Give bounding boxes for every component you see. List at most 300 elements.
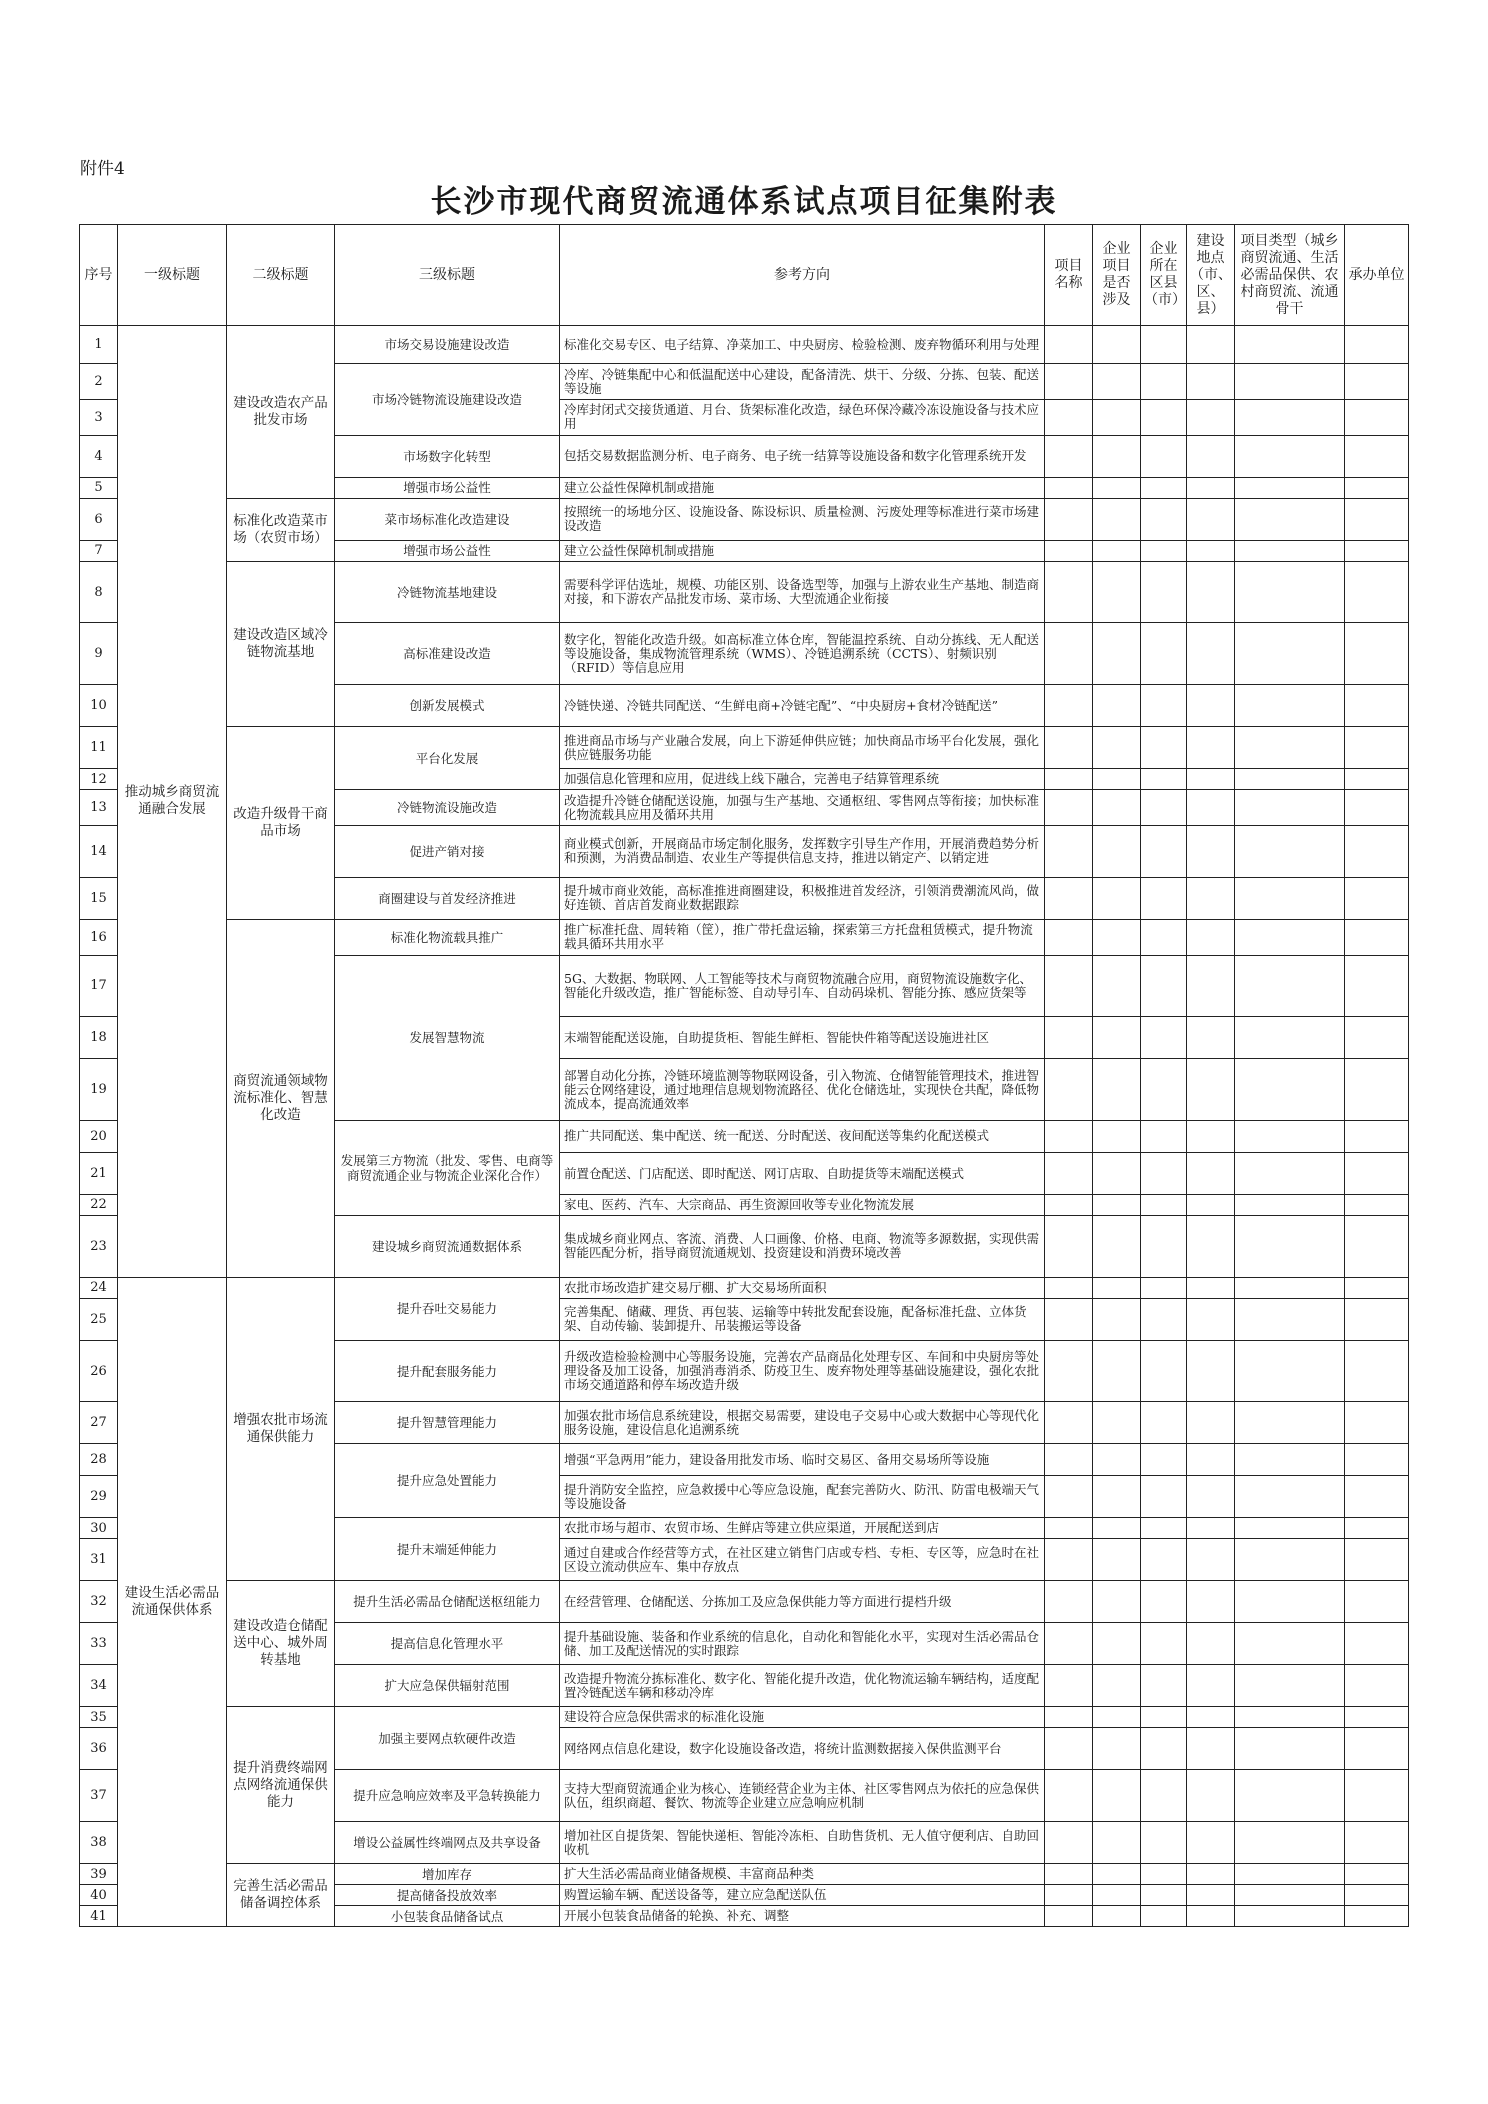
project-name-cell bbox=[1045, 1885, 1093, 1906]
row-seq: 30 bbox=[80, 1518, 118, 1539]
type-cell bbox=[1235, 1215, 1345, 1277]
district-cell bbox=[1141, 685, 1187, 727]
enterprise-cell bbox=[1093, 790, 1141, 826]
reference-direction: 建立公益性保障机制或措施 bbox=[560, 477, 1045, 498]
enterprise-cell bbox=[1093, 727, 1141, 769]
project-name-cell bbox=[1045, 877, 1093, 919]
row-seq: 29 bbox=[80, 1476, 118, 1518]
row-seq: 14 bbox=[80, 825, 118, 877]
row-seq: 38 bbox=[80, 1822, 118, 1864]
enterprise-cell bbox=[1093, 400, 1141, 436]
type-cell bbox=[1235, 435, 1345, 477]
enterprise-cell bbox=[1093, 1340, 1141, 1402]
enterprise-cell bbox=[1093, 1402, 1141, 1444]
district-cell bbox=[1141, 623, 1187, 685]
location-cell bbox=[1187, 1059, 1235, 1121]
row-seq: 11 bbox=[80, 727, 118, 769]
undertaker-cell bbox=[1345, 877, 1409, 919]
location-cell bbox=[1187, 1153, 1235, 1195]
reference-direction: 建立公益性保障机制或措施 bbox=[560, 540, 1045, 561]
level3-title: 市场数字化转型 bbox=[335, 435, 560, 477]
row-seq: 15 bbox=[80, 877, 118, 919]
district-cell bbox=[1141, 919, 1187, 955]
district-cell bbox=[1141, 825, 1187, 877]
enterprise-cell bbox=[1093, 1581, 1141, 1623]
project-name-cell bbox=[1045, 1822, 1093, 1864]
table-row bbox=[80, 919, 1409, 955]
type-cell bbox=[1235, 1906, 1345, 1927]
row-seq: 32 bbox=[80, 1581, 118, 1623]
enterprise-cell bbox=[1093, 1059, 1141, 1121]
project-name-cell bbox=[1045, 955, 1093, 1017]
type-cell bbox=[1235, 1665, 1345, 1707]
district-cell bbox=[1141, 326, 1187, 364]
reference-direction: 数字化，智能化改造升级。如高标准立体仓库，智能温控系统、自动分拣线、无人配送等设施设备，集成物流管理系统（WMS）、冷链追溯系统（CCTS）、射频识别（RFID）等信息应用 bbox=[560, 623, 1045, 685]
row-seq: 24 bbox=[80, 1277, 118, 1298]
row-seq: 9 bbox=[80, 623, 118, 685]
project-name-cell bbox=[1045, 1864, 1093, 1885]
project-name-cell bbox=[1045, 1215, 1093, 1277]
district-cell bbox=[1141, 1707, 1187, 1728]
district-cell bbox=[1141, 1906, 1187, 1927]
reference-direction: 农批市场改造扩建交易厅棚、扩大交易场所面积 bbox=[560, 1277, 1045, 1298]
reference-direction: 建设符合应急保供需求的标准化设施 bbox=[560, 1707, 1045, 1728]
location-cell bbox=[1187, 955, 1235, 1017]
reference-direction: 网络网点信息化建设，数字化设施设备改造，将统计监测数据接入保供监测平台 bbox=[560, 1728, 1045, 1770]
project-name-cell bbox=[1045, 685, 1093, 727]
header-seq: 序号 bbox=[80, 225, 118, 326]
project-name-cell bbox=[1045, 790, 1093, 826]
table-row bbox=[80, 498, 1409, 540]
project-name-cell bbox=[1045, 1665, 1093, 1707]
reference-direction: 按照统一的场地分区、设施设备、陈设标识、质量检测、污废处理等标准进行菜市场建设改造 bbox=[560, 498, 1045, 540]
undertaker-cell bbox=[1345, 1444, 1409, 1476]
type-cell bbox=[1235, 769, 1345, 790]
undertaker-cell bbox=[1345, 1518, 1409, 1539]
undertaker-cell bbox=[1345, 1277, 1409, 1298]
level3-title: 提升智慧管理能力 bbox=[335, 1402, 560, 1444]
level3-title: 提升配套服务能力 bbox=[335, 1340, 560, 1402]
level3-title: 市场冷链物流设施建设改造 bbox=[335, 364, 560, 436]
district-cell bbox=[1141, 1195, 1187, 1216]
row-seq: 3 bbox=[80, 400, 118, 436]
reference-direction: 前置仓配送、门店配送、即时配送、网订店取、自助提货等末端配送模式 bbox=[560, 1153, 1045, 1195]
reference-direction: 部署自动化分拣，冷链环境监测等物联网设备，引入物流、仓储智能管理技术，推进智能云仓网络建设，通过地理信息规划物流路径、优化仓储选址，实现快仓共配，降低物流成本，提高流通效率 bbox=[560, 1059, 1045, 1121]
reference-direction: 提升基础设施、装备和作业系统的信息化，自动化和智能化水平，实现对生活必需品仓储、加工及配送情况的实时跟踪 bbox=[560, 1623, 1045, 1665]
undertaker-cell bbox=[1345, 1770, 1409, 1822]
type-cell bbox=[1235, 1707, 1345, 1728]
type-cell bbox=[1235, 1277, 1345, 1298]
reference-direction: 增加社区自提货架、智能快递柜、智能冷冻柜、自助售货机、无人值守便利店、自助回收机 bbox=[560, 1822, 1045, 1864]
row-seq: 5 bbox=[80, 477, 118, 498]
undertaker-cell bbox=[1345, 790, 1409, 826]
undertaker-cell bbox=[1345, 477, 1409, 498]
reference-direction: 需要科学评估选址，规模、功能区别、设备选型等，加强与上游农业生产基地、制造商对接，和下游农产品批发市场、菜市场、大型流通企业衔接 bbox=[560, 561, 1045, 623]
district-cell bbox=[1141, 561, 1187, 623]
enterprise-cell bbox=[1093, 685, 1141, 727]
type-cell bbox=[1235, 790, 1345, 826]
project-name-cell bbox=[1045, 1059, 1093, 1121]
district-cell bbox=[1141, 1298, 1187, 1340]
type-cell bbox=[1235, 1476, 1345, 1518]
undertaker-cell bbox=[1345, 326, 1409, 364]
undertaker-cell bbox=[1345, 1402, 1409, 1444]
location-cell bbox=[1187, 623, 1235, 685]
enterprise-cell bbox=[1093, 1728, 1141, 1770]
project-name-cell bbox=[1045, 1539, 1093, 1581]
type-cell bbox=[1235, 825, 1345, 877]
undertaker-cell bbox=[1345, 1665, 1409, 1707]
undertaker-cell bbox=[1345, 1581, 1409, 1623]
reference-direction: 商业模式创新，开展商品市场定制化服务，发挥数字引导生产作用，开展消费趋势分析和预测，为消费品制造、农业生产等提供信息支持，推进以销定产、以销定进 bbox=[560, 825, 1045, 877]
table-row bbox=[80, 1864, 1409, 1885]
location-cell bbox=[1187, 877, 1235, 919]
location-cell bbox=[1187, 1864, 1235, 1885]
undertaker-cell bbox=[1345, 1120, 1409, 1152]
reference-direction: 推进商品市场与产业融合发展，向上下游延伸供应链；加快商品市场平台化发展，强化供应链服务功能 bbox=[560, 727, 1045, 769]
district-cell bbox=[1141, 790, 1187, 826]
undertaker-cell bbox=[1345, 1623, 1409, 1665]
project-name-cell bbox=[1045, 1120, 1093, 1152]
row-seq: 10 bbox=[80, 685, 118, 727]
enterprise-cell bbox=[1093, 477, 1141, 498]
reference-direction: 购置运输车辆、配送设备等，建立应急配送队伍 bbox=[560, 1885, 1045, 1906]
reference-direction: 完善集配、储藏、理货、再包装、运输等中转批发配套设施，配备标准托盘、立体货架、自动传输、装卸提升、吊装搬运等设备 bbox=[560, 1298, 1045, 1340]
level3-title: 增强市场公益性 bbox=[335, 540, 560, 561]
level2-title: 建设改造区域冷链物流基地 bbox=[227, 561, 335, 726]
location-cell bbox=[1187, 1822, 1235, 1864]
location-cell bbox=[1187, 1298, 1235, 1340]
table-row bbox=[80, 1707, 1409, 1728]
type-cell bbox=[1235, 326, 1345, 364]
undertaker-cell bbox=[1345, 1059, 1409, 1121]
undertaker-cell bbox=[1345, 400, 1409, 436]
project-name-cell bbox=[1045, 919, 1093, 955]
reference-direction: 农批市场与超市、农贸市场、生鲜店等建立供应渠道，开展配送到店 bbox=[560, 1518, 1045, 1539]
row-seq: 36 bbox=[80, 1728, 118, 1770]
undertaker-cell bbox=[1345, 1215, 1409, 1277]
header-level1: 一级标题 bbox=[118, 225, 227, 326]
project-name-cell bbox=[1045, 825, 1093, 877]
location-cell bbox=[1187, 769, 1235, 790]
reference-direction: 加强信息化管理和应用，促进线上线下融合，完善电子结算管理系统 bbox=[560, 769, 1045, 790]
undertaker-cell bbox=[1345, 1195, 1409, 1216]
enterprise-cell bbox=[1093, 498, 1141, 540]
project-name-cell bbox=[1045, 326, 1093, 364]
location-cell bbox=[1187, 1277, 1235, 1298]
location-cell bbox=[1187, 1770, 1235, 1822]
project-name-cell bbox=[1045, 1581, 1093, 1623]
level3-title: 增强市场公益性 bbox=[335, 477, 560, 498]
project-name-cell bbox=[1045, 364, 1093, 400]
reference-direction: 通过自建或合作经营等方式，在社区建立销售门店或专档、专柜、专区等，应急时在社区设立流动供应车、集中存放点 bbox=[560, 1539, 1045, 1581]
undertaker-cell bbox=[1345, 1476, 1409, 1518]
project-name-cell bbox=[1045, 769, 1093, 790]
enterprise-cell bbox=[1093, 1518, 1141, 1539]
level3-title: 提升应急处置能力 bbox=[335, 1444, 560, 1518]
type-cell bbox=[1235, 877, 1345, 919]
enterprise-cell bbox=[1093, 1864, 1141, 1885]
row-seq: 17 bbox=[80, 955, 118, 1017]
reference-direction: 冷库封闭式交接货通道、月台、货架标准化改造，绿色环保冷藏冷冻设施设备与技术应用 bbox=[560, 400, 1045, 436]
location-cell bbox=[1187, 1581, 1235, 1623]
type-cell bbox=[1235, 1195, 1345, 1216]
reference-direction: 开展小包装食品储备的轮换、补充、调整 bbox=[560, 1906, 1045, 1927]
enterprise-cell bbox=[1093, 1215, 1141, 1277]
district-cell bbox=[1141, 477, 1187, 498]
level3-title: 扩大应急保供辐射范围 bbox=[335, 1665, 560, 1707]
level3-title: 高标准建设改造 bbox=[335, 623, 560, 685]
table-body bbox=[80, 326, 1409, 1927]
reference-direction: 冷链快递、冷链共同配送、“生鲜电商+冷链宅配”、“中央厨房+食材冷链配送” bbox=[560, 685, 1045, 727]
location-cell bbox=[1187, 1476, 1235, 1518]
project-name-cell bbox=[1045, 1728, 1093, 1770]
type-cell bbox=[1235, 1153, 1345, 1195]
level3-title: 冷链物流设施改造 bbox=[335, 790, 560, 826]
reference-direction: 末端智能配送设施，自助提货柜、智能生鲜柜、智能快件箱等配送设施进社区 bbox=[560, 1017, 1045, 1059]
level3-title: 增设公益属性终端网点及共享设备 bbox=[335, 1822, 560, 1864]
level3-title: 发展第三方物流（批发、零售、电商等商贸流通企业与物流企业深化合作） bbox=[335, 1120, 560, 1215]
row-seq: 7 bbox=[80, 540, 118, 561]
district-cell bbox=[1141, 1402, 1187, 1444]
level3-title: 提升生活必需品仓储配送枢纽能力 bbox=[335, 1581, 560, 1623]
row-seq: 16 bbox=[80, 919, 118, 955]
enterprise-cell bbox=[1093, 1476, 1141, 1518]
undertaker-cell bbox=[1345, 727, 1409, 769]
type-cell bbox=[1235, 1864, 1345, 1885]
enterprise-cell bbox=[1093, 1539, 1141, 1581]
level3-title: 平台化发展 bbox=[335, 727, 560, 790]
location-cell bbox=[1187, 1707, 1235, 1728]
undertaker-cell bbox=[1345, 1707, 1409, 1728]
table-row bbox=[80, 1277, 1409, 1298]
header-enterprise: 企业项目是否涉及 bbox=[1093, 225, 1141, 326]
district-cell bbox=[1141, 540, 1187, 561]
type-cell bbox=[1235, 1518, 1345, 1539]
undertaker-cell bbox=[1345, 1153, 1409, 1195]
district-cell bbox=[1141, 1864, 1187, 1885]
location-cell bbox=[1187, 919, 1235, 955]
project-name-cell bbox=[1045, 623, 1093, 685]
type-cell bbox=[1235, 364, 1345, 400]
enterprise-cell bbox=[1093, 1906, 1141, 1927]
level2-title: 提升消费终端网点网络流通保供能力 bbox=[227, 1707, 335, 1864]
type-cell bbox=[1235, 561, 1345, 623]
district-cell bbox=[1141, 877, 1187, 919]
type-cell bbox=[1235, 1298, 1345, 1340]
row-seq: 41 bbox=[80, 1906, 118, 1927]
type-cell bbox=[1235, 1340, 1345, 1402]
district-cell bbox=[1141, 400, 1187, 436]
row-seq: 23 bbox=[80, 1215, 118, 1277]
level3-title: 商圈建设与首发经济推进 bbox=[335, 877, 560, 919]
undertaker-cell bbox=[1345, 919, 1409, 955]
reference-direction: 标准化交易专区、电子结算、净菜加工、中央厨房、检验检测、废弃物循环利用与处理 bbox=[560, 326, 1045, 364]
enterprise-cell bbox=[1093, 1444, 1141, 1476]
undertaker-cell bbox=[1345, 1728, 1409, 1770]
project-name-cell bbox=[1045, 1770, 1093, 1822]
row-seq: 18 bbox=[80, 1017, 118, 1059]
location-cell bbox=[1187, 1120, 1235, 1152]
header-direction: 参考方向 bbox=[560, 225, 1045, 326]
district-cell bbox=[1141, 1728, 1187, 1770]
district-cell bbox=[1141, 1770, 1187, 1822]
level3-title: 加强主要网点软硬件改造 bbox=[335, 1707, 560, 1770]
enterprise-cell bbox=[1093, 623, 1141, 685]
location-cell bbox=[1187, 1906, 1235, 1927]
enterprise-cell bbox=[1093, 1120, 1141, 1152]
project-name-cell bbox=[1045, 1476, 1093, 1518]
district-cell bbox=[1141, 1623, 1187, 1665]
type-cell bbox=[1235, 919, 1345, 955]
undertaker-cell bbox=[1345, 1340, 1409, 1402]
level3-title: 促进产销对接 bbox=[335, 825, 560, 877]
district-cell bbox=[1141, 955, 1187, 1017]
location-cell bbox=[1187, 1539, 1235, 1581]
district-cell bbox=[1141, 1017, 1187, 1059]
location-cell bbox=[1187, 1444, 1235, 1476]
type-cell bbox=[1235, 727, 1345, 769]
reference-direction: 推广标准托盘、周转箱（筐），推广带托盘运输，探索第三方托盘租赁模式，提升物流载具循环共用水平 bbox=[560, 919, 1045, 955]
enterprise-cell bbox=[1093, 1153, 1141, 1195]
table-row bbox=[80, 727, 1409, 769]
undertaker-cell bbox=[1345, 685, 1409, 727]
location-cell bbox=[1187, 1017, 1235, 1059]
row-seq: 26 bbox=[80, 1340, 118, 1402]
level2-title: 完善生活必需品储备调控体系 bbox=[227, 1864, 335, 1927]
enterprise-cell bbox=[1093, 435, 1141, 477]
project-name-cell bbox=[1045, 1402, 1093, 1444]
type-cell bbox=[1235, 1822, 1345, 1864]
district-cell bbox=[1141, 1444, 1187, 1476]
type-cell bbox=[1235, 955, 1345, 1017]
enterprise-cell bbox=[1093, 561, 1141, 623]
undertaker-cell bbox=[1345, 1822, 1409, 1864]
enterprise-cell bbox=[1093, 1665, 1141, 1707]
location-cell bbox=[1187, 1402, 1235, 1444]
district-cell bbox=[1141, 1581, 1187, 1623]
undertaker-cell bbox=[1345, 1298, 1409, 1340]
type-cell bbox=[1235, 1885, 1345, 1906]
level3-title: 冷链物流基地建设 bbox=[335, 561, 560, 623]
row-seq: 31 bbox=[80, 1539, 118, 1581]
table-row bbox=[80, 1581, 1409, 1623]
reference-direction: 扩大生活必需品商业储备规模、丰富商品种类 bbox=[560, 1864, 1045, 1885]
header-location: 建设地点（市、区、县） bbox=[1187, 225, 1235, 326]
location-cell bbox=[1187, 1728, 1235, 1770]
type-cell bbox=[1235, 1059, 1345, 1121]
reference-direction: 5G、大数据、物联网、人工智能等技术与商贸物流融合应用，商贸物流设施数字化、智能化升级改造，推广智能标签、自动导引车、自动码垛机、智能分拣、感应货架等 bbox=[560, 955, 1045, 1017]
header-level3: 三级标题 bbox=[335, 225, 560, 326]
level3-title: 提升末端延伸能力 bbox=[335, 1518, 560, 1581]
header-level2: 二级标题 bbox=[227, 225, 335, 326]
project-name-cell bbox=[1045, 1707, 1093, 1728]
row-seq: 1 bbox=[80, 326, 118, 364]
header-district: 企业所在区县（市） bbox=[1141, 225, 1187, 326]
enterprise-cell bbox=[1093, 1707, 1141, 1728]
reference-direction: 支持大型商贸流通企业为核心、连锁经营企业为主体、社区零售网点为依托的应急保供队伍，组织商超、餐饮、物流等企业建立应急响应机制 bbox=[560, 1770, 1045, 1822]
header-undertaker: 承办单位 bbox=[1345, 225, 1409, 326]
level2-title: 标准化改造菜市场（农贸市场） bbox=[227, 498, 335, 561]
reference-direction: 包括交易数据监测分析、电子商务、电子统一结算等设施设备和数字化管理系统开发 bbox=[560, 435, 1045, 477]
undertaker-cell bbox=[1345, 769, 1409, 790]
row-seq: 37 bbox=[80, 1770, 118, 1822]
project-name-cell bbox=[1045, 1153, 1093, 1195]
district-cell bbox=[1141, 1340, 1187, 1402]
type-cell bbox=[1235, 1728, 1345, 1770]
location-cell bbox=[1187, 477, 1235, 498]
row-seq: 39 bbox=[80, 1864, 118, 1885]
type-cell bbox=[1235, 1402, 1345, 1444]
row-seq: 21 bbox=[80, 1153, 118, 1195]
project-name-cell bbox=[1045, 1444, 1093, 1476]
header-type: 项目类型（城乡商贸流通、生活必需品保供、农村商贸流、流通骨干 bbox=[1235, 225, 1345, 326]
undertaker-cell bbox=[1345, 1864, 1409, 1885]
attachment-label: 附件4 bbox=[80, 159, 125, 179]
undertaker-cell bbox=[1345, 1017, 1409, 1059]
level2-title: 改造升级骨干商品市场 bbox=[227, 727, 335, 920]
level3-title: 市场交易设施建设改造 bbox=[335, 326, 560, 364]
type-cell bbox=[1235, 685, 1345, 727]
project-table bbox=[79, 224, 1409, 1927]
row-seq: 40 bbox=[80, 1885, 118, 1906]
district-cell bbox=[1141, 1059, 1187, 1121]
row-seq: 27 bbox=[80, 1402, 118, 1444]
location-cell bbox=[1187, 685, 1235, 727]
enterprise-cell bbox=[1093, 1298, 1141, 1340]
level3-title: 提升吞吐交易能力 bbox=[335, 1277, 560, 1340]
district-cell bbox=[1141, 769, 1187, 790]
reference-direction: 提升城市商业效能，高标准推进商圈建设，积极推进首发经济，引领消费潮流风尚，做好连锁、首店首发商业数据跟踪 bbox=[560, 877, 1045, 919]
type-cell bbox=[1235, 1770, 1345, 1822]
level1-title: 建设生活必需品流通保供体系 bbox=[118, 1277, 227, 1926]
district-cell bbox=[1141, 1120, 1187, 1152]
enterprise-cell bbox=[1093, 326, 1141, 364]
undertaker-cell bbox=[1345, 498, 1409, 540]
enterprise-cell bbox=[1093, 1277, 1141, 1298]
location-cell bbox=[1187, 540, 1235, 561]
location-cell bbox=[1187, 790, 1235, 826]
level3-title: 标准化物流载具推广 bbox=[335, 919, 560, 955]
row-seq: 13 bbox=[80, 790, 118, 826]
type-cell bbox=[1235, 1120, 1345, 1152]
project-name-cell bbox=[1045, 498, 1093, 540]
enterprise-cell bbox=[1093, 1017, 1141, 1059]
type-cell bbox=[1235, 498, 1345, 540]
type-cell bbox=[1235, 1444, 1345, 1476]
enterprise-cell bbox=[1093, 1770, 1141, 1822]
enterprise-cell bbox=[1093, 1623, 1141, 1665]
district-cell bbox=[1141, 1476, 1187, 1518]
row-seq: 12 bbox=[80, 769, 118, 790]
level2-title: 建设改造仓储配送中心、城外周转基地 bbox=[227, 1581, 335, 1707]
row-seq: 6 bbox=[80, 498, 118, 540]
location-cell bbox=[1187, 1340, 1235, 1402]
row-seq: 28 bbox=[80, 1444, 118, 1476]
reference-direction: 家电、医药、汽车、大宗商品、再生资源回收等专业化物流发展 bbox=[560, 1195, 1045, 1216]
reference-direction: 在经营管理、仓储配送、分拣加工及应急保供能力等方面进行提档升级 bbox=[560, 1581, 1045, 1623]
project-name-cell bbox=[1045, 1906, 1093, 1927]
reference-direction: 增强“平急两用”能力，建设备用批发市场、临时交易区、备用交易场所等设施 bbox=[560, 1444, 1045, 1476]
type-cell bbox=[1235, 623, 1345, 685]
district-cell bbox=[1141, 1518, 1187, 1539]
enterprise-cell bbox=[1093, 919, 1141, 955]
row-seq: 33 bbox=[80, 1623, 118, 1665]
enterprise-cell bbox=[1093, 1195, 1141, 1216]
type-cell bbox=[1235, 1539, 1345, 1581]
row-seq: 19 bbox=[80, 1059, 118, 1121]
undertaker-cell bbox=[1345, 561, 1409, 623]
